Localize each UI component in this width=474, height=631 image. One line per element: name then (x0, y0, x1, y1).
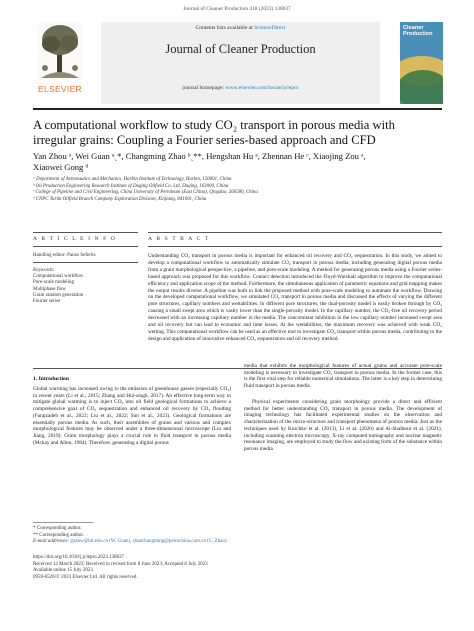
keywords-rule (33, 262, 138, 263)
contents-prefix: Contents lists available at (195, 25, 253, 31)
tree-logo-icon (37, 22, 83, 80)
cover-decoration (400, 70, 443, 104)
affiliation: ᶜ College of Pipeline and Civil Engineering, China University of Petroleum (East China), Qingdao, 266580, China (33, 190, 258, 195)
email-addresses[interactable]: guanw@hit.edu.cn (W. Guan), zhaochangming@petrochina.com.cn (C. Zhao). (70, 539, 228, 544)
journal-homepage-line (101, 85, 380, 91)
homepage-prefix: journal homepage: (182, 85, 225, 91)
sciencedirect-link[interactable]: ScienceDirect (254, 25, 286, 31)
keyword: Pore-scale modeling (33, 280, 74, 286)
journal-title: Journal of Cleaner Production (165, 42, 316, 56)
article-title (33, 118, 443, 147)
available-online: Available online 15 July 2023 (33, 568, 93, 573)
article-info-label: A R T I C L E I N F O (33, 236, 117, 242)
homepage-link[interactable]: www.elsevier.com/locate/jclepro (225, 85, 299, 91)
abstract-rule (148, 232, 442, 233)
doi-link[interactable]: https://doi.org/10.1016/j.jclepro.2023.138037 (33, 555, 125, 560)
article-info-rule (33, 246, 138, 247)
title-line-2: irregular grains: Coupling a Fourier series-based approach and CFD (33, 132, 376, 147)
header-divider (33, 108, 442, 110)
affiliation: ᵇ Oil Production Engineering Research Institute of Daqing Oilfield Co. Ltd, Daqing, 163000, China (33, 183, 229, 189)
journal-reference: Journal of Cleaner Production 418 (2023) 138037 (183, 6, 291, 12)
article-info-rule (33, 232, 138, 233)
publisher-name: ELSEVIER (38, 84, 82, 94)
keyword: Multiphase flow (33, 286, 66, 292)
footnote-rule (33, 522, 93, 523)
affiliation: ᵃ Department of Astronautics and Mechanics, Harbin Institute of Technology, Harbin, 150001, China (33, 177, 232, 182)
intro-left-column: Global warming has increased owing to the emission of greenhouse gasses (especially CO₂) in recent years (Li et al., 2015; Zhang and Hui-singh, 2017). An effective long-term way to mitigate global warming is to inject CO₂ into oil field geological formations to achieve a comprehensive goal of CO₂ sequestration and enhanced oil recovery by CO₂ flooding (Farajzadeh et al., 2022; Liu et al., 2022; Sun et al., 2023). Geological formations are essentially porous media. As such, their assemblies of grains and various and complex morphological features may be observed under a three-dimensional microscope (Liu and Jiang, 2019). Grain morphology plays a crucial role in fluid transport in porous media (Mckay and Allen, 1984). Therefore, generating a digital porous (33, 386, 231, 446)
cover-title: Cleaner Production (403, 25, 433, 38)
elsevier-logo[interactable] (33, 22, 87, 100)
abstract-rule (148, 246, 442, 247)
keywords-block (33, 268, 138, 305)
keywords-label: Keywords: (33, 268, 55, 273)
footnote-corresponding-1: * Corresponding author. (33, 526, 82, 531)
email-label: E-mail addresses: (33, 539, 70, 544)
journal-cover-image[interactable] (400, 22, 443, 104)
copyright: 0959-6526/© 2023 Elsevier Ltd. All rights reserved. (33, 574, 138, 580)
intro-right-para-1: media that exhibits the morphological features of actual grains and accurate pore-scale modeling is necessary to investigate CO₂ transport in porous media. In the former case, this is the first vital step for reliable numerical simulations. The latter is a key step in determining fluid transport in porous media. (244, 363, 442, 390)
affiliation: ᵈ CNPC Turim Oilfield Branch Company Exploration Division, Xinjiang, 841001, China (33, 196, 207, 202)
received-dates: Received 12 March 2023; Received in revised form 8 June 2023; Accepted 8 July 2023 (33, 561, 208, 567)
contents-line (101, 25, 380, 31)
keyword: Grain random generation (33, 292, 84, 298)
handling-editor: Handling editor: Panos Seferlis (33, 253, 96, 258)
footnote-corresponding-2: ** Corresponding author. (33, 532, 84, 538)
authors-line-1[interactable]: Yan Zhou ᵃ, Wei Guan ᵃˎ*, Changming Zhao ᵇˎ**, Hengshan Hu ᵃ, Zhennan He ᶜ, Xiaojing Zou ᵃ, (33, 151, 366, 161)
intro-right-para-2: Physical experiments considering grain morphology provide a direct and efficient method for better understanding CO₂ transport in porous media. The development of imaging technology has facilitated experimental studies on the observation and characterization of the micro-structure and transport phenomena of porous media. Just as the techniques used by Kurchko et al. (2013), Li et al. (2020) and Al-Shalbout et al. (2021), including scanning electron microscopy, X-ray computed tomography and nuclear magnetic resonance imaging, are employed to study the flow and existing form of the substance within porous media. (244, 399, 442, 452)
author-list (33, 151, 443, 173)
abstract-text: Understanding CO₂ transport in porous media is important for enhanced oil recovery and CO₂ sequestration. In this study, we aimed to develop a computational workflow to automatically simulate CO₂ transport in porous media, including generating digital porous media from a grain morphological perspective, a pipeline, and pore-scale modeling. A method for generating porous media using a Fourier series-based approach was proposed for this workflow. Contact detection introduced the Floyd-Warshall algorithm to improve the computational efficiency and application scope of the method. Furthermore, the simultaneous application of parametric equations and grid mapping makes the output results diverse. A pipeline was built to link the proposed method with pore-scale modeling to automate the workflow. Drawing on the developed computational workflow, we simulated CO₂ transport in porous media and discussed the effects of varying the different pore structures, capillary numbers and wettabilities. In different pore structures, the dual-porosity model is easily broken through by CO₂ causing a small swept area which is vastly lower than the single-porosity model. In the capillary number, the CO₂-free oil recovery period decreased with an increasing capillary number in the media. The concomitant inhibition in the low capillary number increased swept area and oil recovery but can lead to economic and time losses. At the wettabilities, the maximum recovery was achieved with weak CO₂ wetting. This computational workflow can be used as an effective tool to investigate CO₂ transport within porous media, contributing to the design and application of innovative enhanced CO₂ sequestration and oil recovery method. (148, 253, 442, 342)
title-line-1: A computational workflow to study CO₂ transport in porous media with (33, 118, 395, 132)
keyword: Fourier series (33, 299, 61, 305)
authors-line-2[interactable]: Xiaowei Gong ᵈ (33, 162, 89, 172)
abstract-label: A B S T R A C T (148, 236, 210, 242)
footnote-emails (33, 539, 442, 545)
intro-heading: 1. Introduction (33, 376, 69, 382)
journal-header-band (101, 22, 380, 104)
keyword: Computational workflow (33, 274, 84, 280)
